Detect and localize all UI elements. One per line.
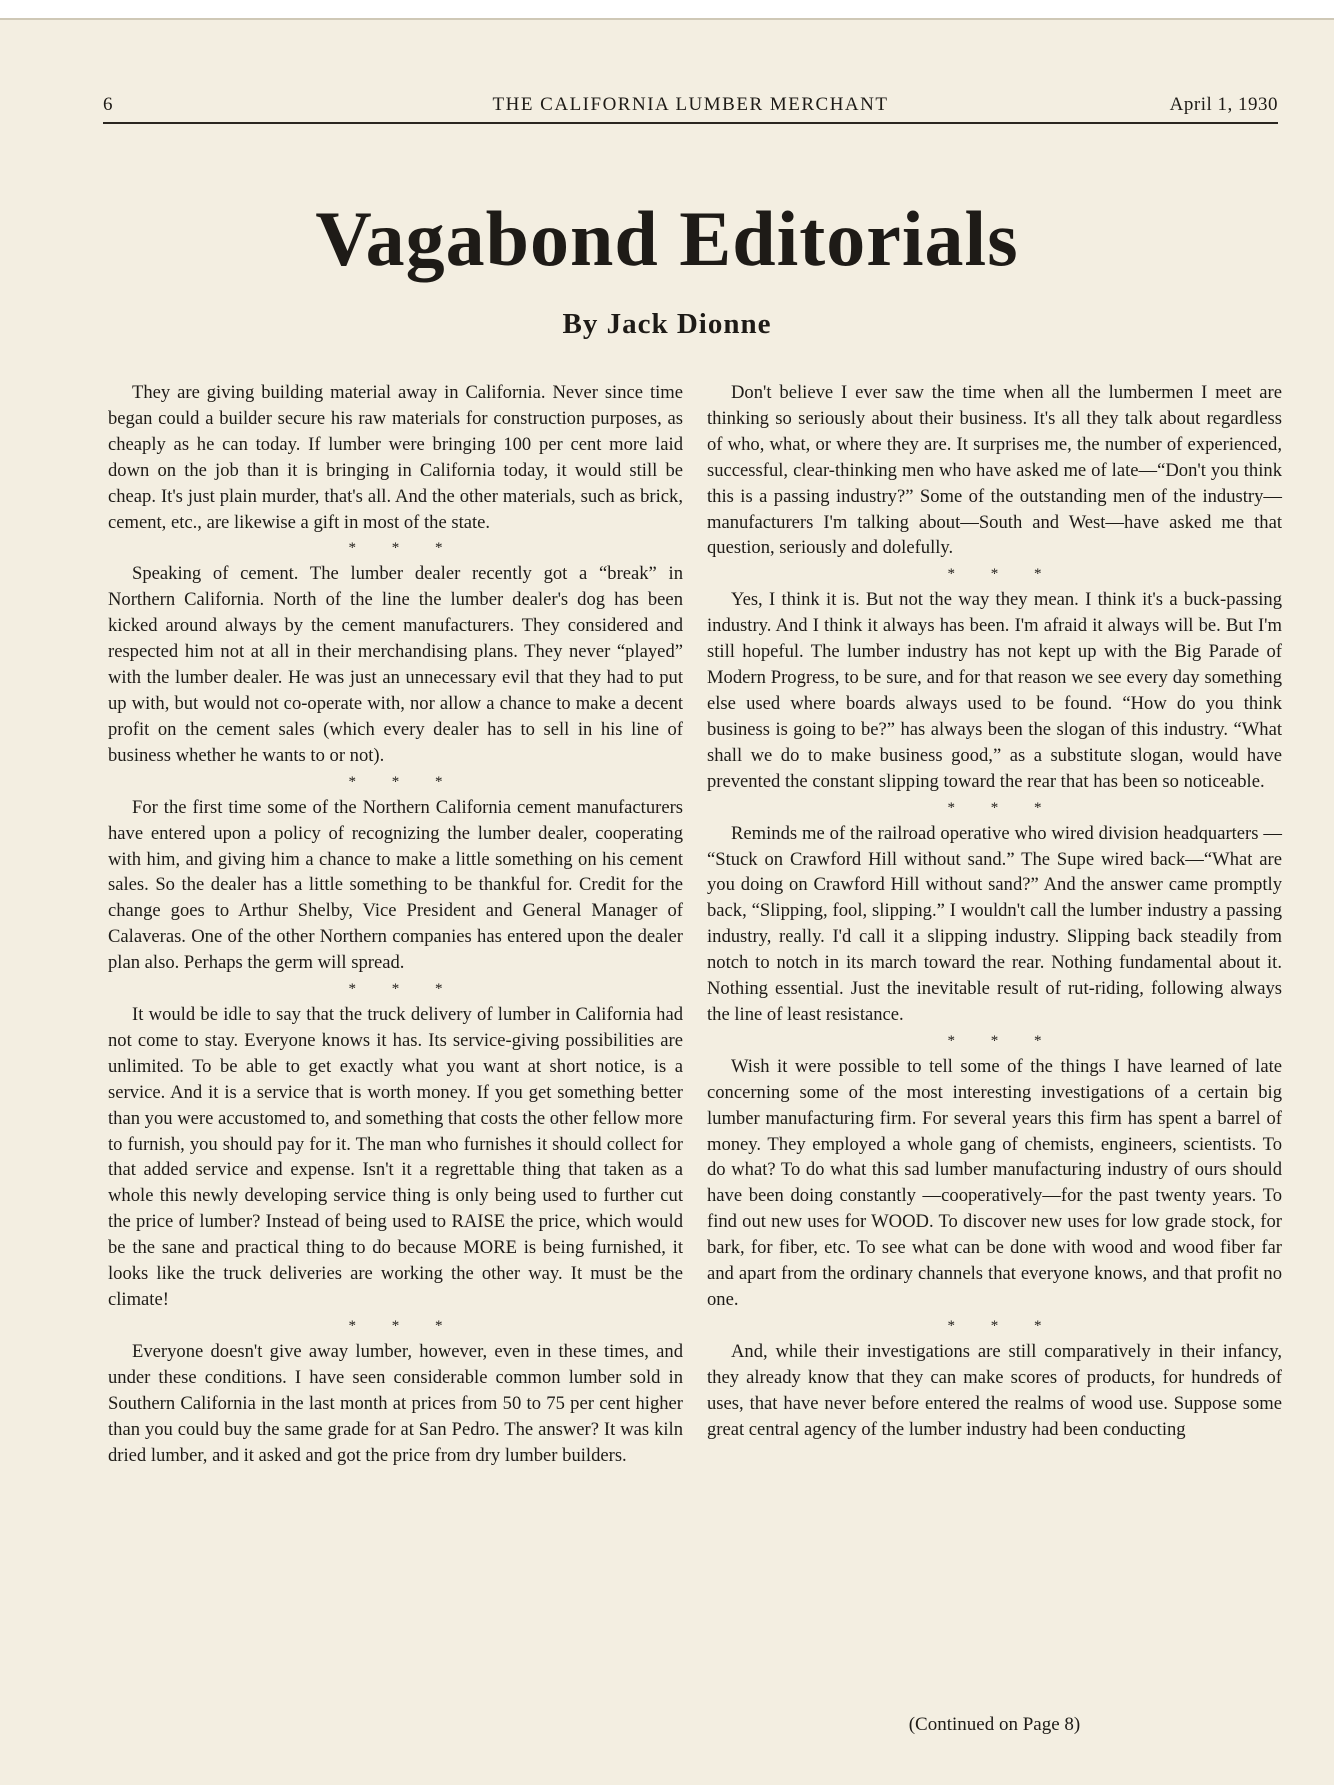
right-column: [707, 380, 1282, 1443]
paragraph: Speaking of cement. The lumber dealer recently got a “break” in Northern California. North of the line the lumber dealer's dog has been kicked around always by the cement manufacturers. They considered and respected him not at all in their merchandising plans. They never “played” with the lumber dealer. He was just an unnecessary evil that they had to put up with, but would not co-operate with, nor allow a chance to make a decent profit on the cement sales (which every dealer has to sell in his line of business whether he wants to or not).: [108, 563, 683, 766]
article-byline: By Jack Dionne: [562, 308, 772, 340]
publication-name: THE CALIFORNIA LUMBER MERCHANT: [492, 94, 889, 115]
paragraph: Everyone doesn't give away lumber, however, even in these times, and under these conditions. I have seen considerable common lumber sold in Southern California in the last month at prices from 50 to 75 per cent higher than you could buy the same grade for at San Pedro. The answer? It was kiln dried lumber, and it asked and got the price from dry lumber builders.: [108, 1340, 683, 1466]
paragraph: For the first time some of the Northern California cement manufacturers have entered upon a policy of recognizing the lumber dealer, cooperating with him, and giving him a chance to make a little something on his cement sales. So the dealer has a little something to be thankful for. Credit for the change goes to Arthur Shelby, Vice President and General Manager of Calaveras. One of the other Northern companies has entered upon the dealer plan also. Perhaps the germ will spread.: [108, 796, 683, 974]
paragraph: Reminds me of the railroad operative who wired division headquarters — “Stuck on Crawford Hill without sand.” The Supe wired back—“What are you doing on Crawford Hill without sand?” And the answer came promptly back, “Slipping, fool, slipping.” I wouldn't call the lumber industry a passing industry, really. I'd call it a slipping industry. Slipping back steadily from notch to notch in its march toward the rear. Nothing fundamental about it. Nothing essential. Just the inevitable result of rut-riding, following always the line of least resistance.: [707, 822, 1282, 1025]
section-separator: * * *: [348, 773, 459, 790]
left-column: [108, 380, 683, 1468]
issue-date: April 1, 1930: [1169, 94, 1278, 115]
continued-note: (Continued on Page 8): [908, 1714, 1081, 1735]
magazine-page: [0, 18, 1334, 1785]
article-title: Vagabond Editorials: [315, 195, 1019, 282]
paragraph: Don't believe I ever saw the time when all the lumbermen I meet are thinking so seriously about their business. It's all they talk about regardless of who, what, or where they are. It surprises me, the number of experienced, successful, clear-thinking men who have asked me of late—“Don't you think this is a passing industry?” Some of the outstanding men of the industry—manufacturers I'm talking about—South and West—have asked me that question, seriously and dolefully.: [707, 382, 1282, 559]
running-header: [103, 92, 1278, 124]
section-separator: * * *: [947, 799, 1058, 816]
page-number: 6: [103, 94, 113, 115]
section-separator: * * *: [348, 540, 459, 557]
paragraph: And, while their investigations are still comparatively in their infancy, they already know that they can make scores of products, for hundreds of uses, that have never before entered the realms of wood use. Suppose some great central agency of the lumber industry had been conducting: [707, 1340, 1282, 1440]
paragraph: Wish it were possible to tell some of the things I have learned of late concerning some of the most interesting investigations of a certain big lumber manufacturing firm. For several years this firm has spent a barrel of money. They employed a whole gang of chemists, engineers, scientists. To do what? To do what this sad lumber manufacturing industry of ours should have been doing constantly —cooperatively—for the past twenty years. To find out new uses for WOOD. To discover new uses for low grade stock, for bark, for fiber, etc. To see what can be done with wood and wood fiber far and apart from the ordinary channels that everyone knows, and that profit no one.: [707, 1055, 1282, 1310]
section-separator: * * *: [947, 566, 1058, 583]
section-separator: * * *: [947, 1317, 1058, 1334]
section-separator: * * *: [348, 981, 459, 998]
paragraph: It would be idle to say that the truck delivery of lumber in California had not come to stay. Everyone knows it has. Its service-giving possibilities are unlimited. To be able to get exactly what you want at short notice, is a service. And it is a service that is worth money. If you get something better than you were accustomed to, and something that costs the other fellow more to furnish, you should pay for it. The man who furnishes it should collect for that added service and expense. Isn't it a regrettable thing that taken as a whole this newly developing service thing is only being used to further cut the price of lumber? Instead of being used to RAISE the price, which would be the sane and practical thing to do because MORE is being furnished, it looks like the truck deliveries are working the other way. It must be the climate!: [108, 1004, 683, 1310]
section-separator: * * *: [947, 1032, 1058, 1049]
paragraph: They are giving building material away in California. Never since time began could a builder secure his raw materials for construction purposes, as cheaply as he can today. If lumber were bringing 100 per cent more laid down on the job than it is bringing in California today, it would still be cheap. It's just plain murder, that's all. And the other materials, such as brick, cement, etc., are likewise a gift in most of the state.: [108, 382, 683, 533]
section-separator: * * *: [348, 1317, 459, 1334]
paragraph: Yes, I think it is. But not the way they mean. I think it's a buck-passing industry. And I think it always has been. I'm afraid it always will be. But I'm still hopeful. The lumber industry has not kept up with the Big Parade of Modern Progress, to be sure, and for that reason we see every day something else used where boards always used to be found. “How do you think business is going to be?” has always been the slogan of this industry. “What shall we do to make business good,” as a substitute slogan, would have prevented the constant slipping toward the rear that has been so noticeable.: [707, 589, 1282, 792]
